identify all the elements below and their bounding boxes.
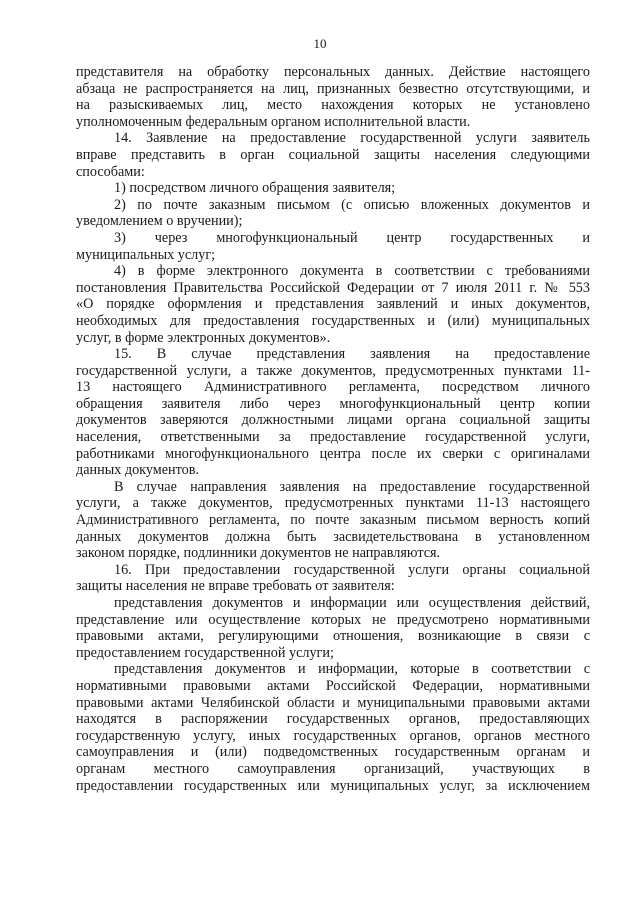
paragraph-p-16-a (76, 595, 590, 661)
text-line: документов заверяются должностными лицами органа социальной защиты (76, 412, 590, 429)
text-line: государственной услуги, а также документов, предусмотренных пунктами 11- (76, 362, 590, 379)
text-line: самоуправления и (или) подведомственных государственным органам и (76, 744, 590, 761)
paragraph-p-continuation (76, 64, 590, 130)
text-line: законом порядке, подлинники документов не направляются. (76, 545, 441, 562)
text-line: абзаца не распространяется на лиц, признанных безвестно отсутствующими, и (76, 80, 590, 97)
paragraph-p-14-2 (76, 197, 590, 230)
text-line: муниципальных услуг; (76, 246, 216, 263)
text-line: защиты населения не вправе требовать от заявителя: (76, 578, 395, 595)
paragraph-p-15-mail (76, 479, 590, 562)
text-line: Административного регламента, по почте заказным письмом верность копий (76, 512, 590, 529)
text-line: данных документов. (76, 462, 200, 479)
text-line: на разыскиваемых лиц, место нахождения которых не установлено (76, 97, 590, 114)
text-line: уведомлением о вручении); (76, 213, 243, 230)
text-line: правовыми актами, регулирующими отношения, возникающие в связи с (76, 628, 590, 645)
text-line: вправе представить в орган социальной защиты населения следующими (76, 146, 590, 163)
text-line: 13 настоящего Административного регламента, посредством личного (76, 379, 590, 396)
text-line: представления документов и информации, которые в соответствии с (114, 661, 590, 678)
text-line: услуг, в форме электронных документов». (76, 329, 331, 346)
text-line: 2) по почте заказным письмом (с описью вложенных документов и (114, 196, 590, 213)
text-line: постановления Правительства Российской Федерации от 7 июля 2011 г. № 553 (76, 279, 590, 296)
text-line: обращения заявителя либо через многофункциональный центр копии (76, 395, 590, 412)
text-line: государственную услугу, иных государственных органов, органов местного (76, 727, 590, 744)
text-line: 3) через многофункциональный центр государственных и (114, 229, 590, 246)
text-line: 4) в форме электронного документа в соответствии с требованиями (114, 263, 590, 280)
text-line: предоставлении государственных или муниципальных услуг, за исключением (76, 777, 590, 794)
text-line: правовыми актами Челябинской области и муниципальными правовыми актами (76, 694, 590, 711)
paragraph-p-14-1 (76, 180, 590, 197)
document-body (76, 64, 590, 794)
text-line: населения, ответственными за предоставление государственной услуги, (76, 429, 590, 446)
paragraph-p-16-b (76, 661, 590, 794)
text-line: 16. При предоставлении государственной услуги органы социальной (114, 561, 590, 578)
text-line: В случае направления заявления на предоставление государственной (114, 478, 590, 495)
text-line: данных документов должна быть засвидетельствована в установленном (76, 528, 590, 545)
text-line: услуги, а также документов, предусмотренных пунктами 11-13 настоящего (76, 495, 590, 512)
text-line: уполномоченным федеральным органом исполнительной власти. (76, 113, 471, 130)
text-line: способами: (76, 163, 145, 180)
text-line: органам местного самоуправления организаций, участвующих в (76, 760, 590, 777)
paragraph-p-14-3 (76, 230, 590, 263)
text-line: необходимых для предоставления государственных и (или) муниципальных (76, 312, 590, 329)
text-line: 15. В случае представления заявления на предоставление (114, 346, 590, 363)
text-line: предоставлением государственной услуги; (76, 644, 334, 661)
text-line: представителя на обработку персональных данных. Действие настоящего (76, 64, 590, 80)
text-line: находятся в распоряжении государственных органов, предоставляющих (76, 711, 590, 728)
paragraph-p-16 (76, 562, 590, 595)
text-line: «О порядке оформления и представления заявлений и иных документов, (76, 296, 590, 313)
text-line: представления документов и информации или осуществления действий, (114, 595, 590, 611)
paragraph-p-14 (76, 130, 590, 180)
paragraph-p-14-4 (76, 263, 590, 346)
page-number: 10 (313, 36, 327, 51)
text-line: 1) посредством личного обращения заявителя; (114, 180, 396, 197)
text-line: представление или осуществление которых не предусмотрено нормативными (76, 611, 590, 628)
paragraph-p-15 (76, 346, 590, 479)
text-line: нормативными правовыми актами Российской Федерации, нормативными (76, 677, 590, 694)
text-line: работниками многофункционального центра после их сверки с оригиналами (76, 445, 590, 462)
text-line: 14. Заявление на предоставление государственной услуги заявитель (114, 130, 590, 147)
